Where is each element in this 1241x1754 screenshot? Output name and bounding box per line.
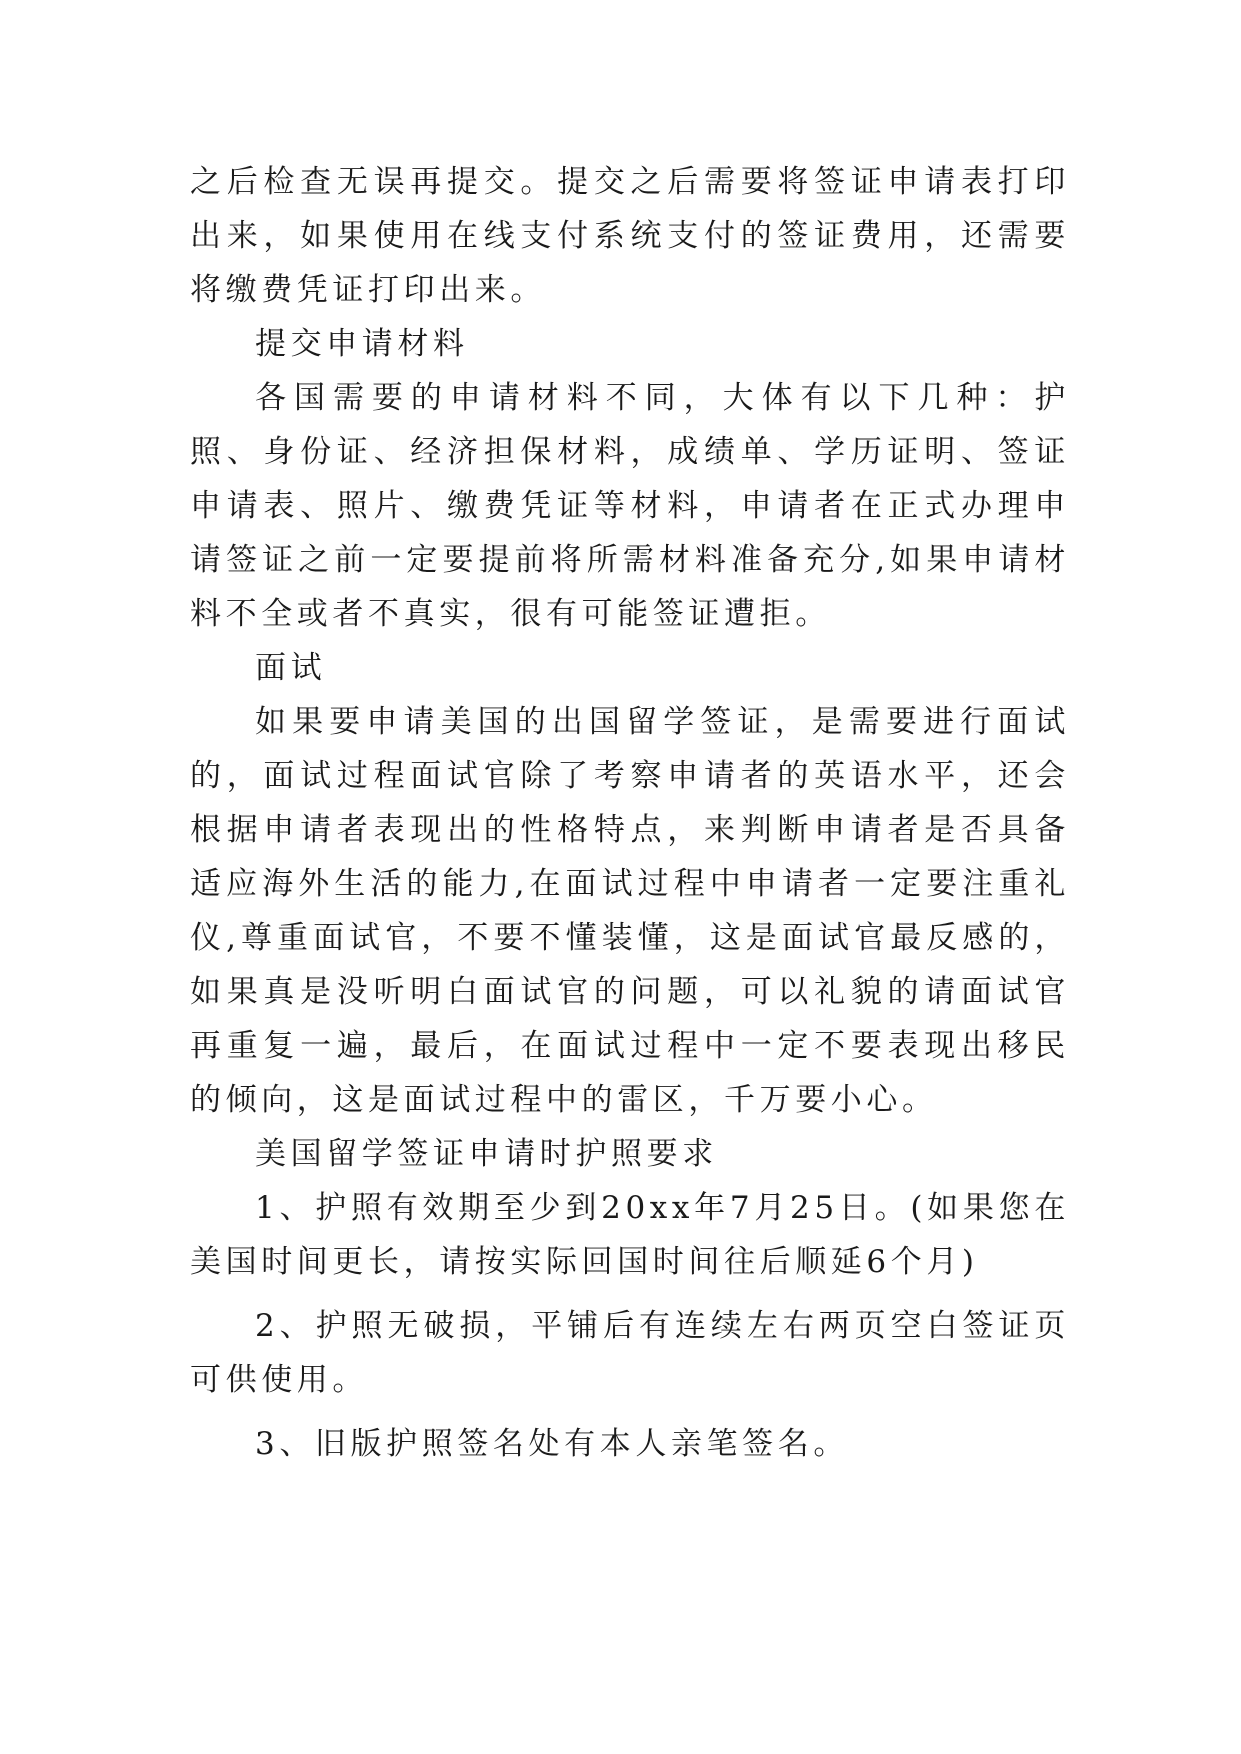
heading-interview: 面试	[255, 650, 327, 686]
list-item-passport-pages: 2、护照无破损，平铺后有连续左右两页空白签证页可供使用。	[190, 1308, 1070, 1398]
heading-passport-requirements: 美国留学签证申请时护照要求	[255, 1136, 718, 1172]
paragraph-interview: 如果要申请美国的出国留学签证，是需要进行面试的，面试过程面试官除了考察申请者的英语水平，还会根据申请者表现出的性格特点，来判断申请者是否具备适应海外生活的能力,在面试过程中申请者一定要注重礼仪,尊重面试官，不要不懂装懂，这是面试官最反感的，如果真是没听明白面试官的问题，可以礼貌的请面试官再重复一遍，最后，在面试过程中一定不要表现出移民的倾向，这是面试过程中的雷区，千万要小心。	[190, 704, 1070, 1118]
paragraph-materials: 各国需要的申请材料不同，大体有以下几种：护照、身份证、经济担保材料，成绩单、学历证明、签证申请表、照片、缴费凭证等材料，申请者在正式办理申请签证之前一定要提前将所需材料准备充分,如果申请材料不全或者不真实，很有可能签证遭拒。	[190, 380, 1070, 632]
list-item-passport-signature: 3、旧版护照签名处有本人亲笔签名。	[255, 1426, 849, 1462]
heading-submit-materials: 提交申请材料	[255, 326, 469, 362]
list-item-passport-validity: 1、护照有效期至少到20xx年7月25日。(如果您在美国时间更长，请按实际回国时间往后顺延6个月)	[190, 1190, 1070, 1280]
paragraph-submit-check: 之后检查无误再提交。提交之后需要将签证申请表打印出来，如果使用在线支付系统支付的签证费用，还需要将缴费凭证打印出来。	[190, 164, 1070, 308]
document-body	[190, 155, 1070, 1471]
